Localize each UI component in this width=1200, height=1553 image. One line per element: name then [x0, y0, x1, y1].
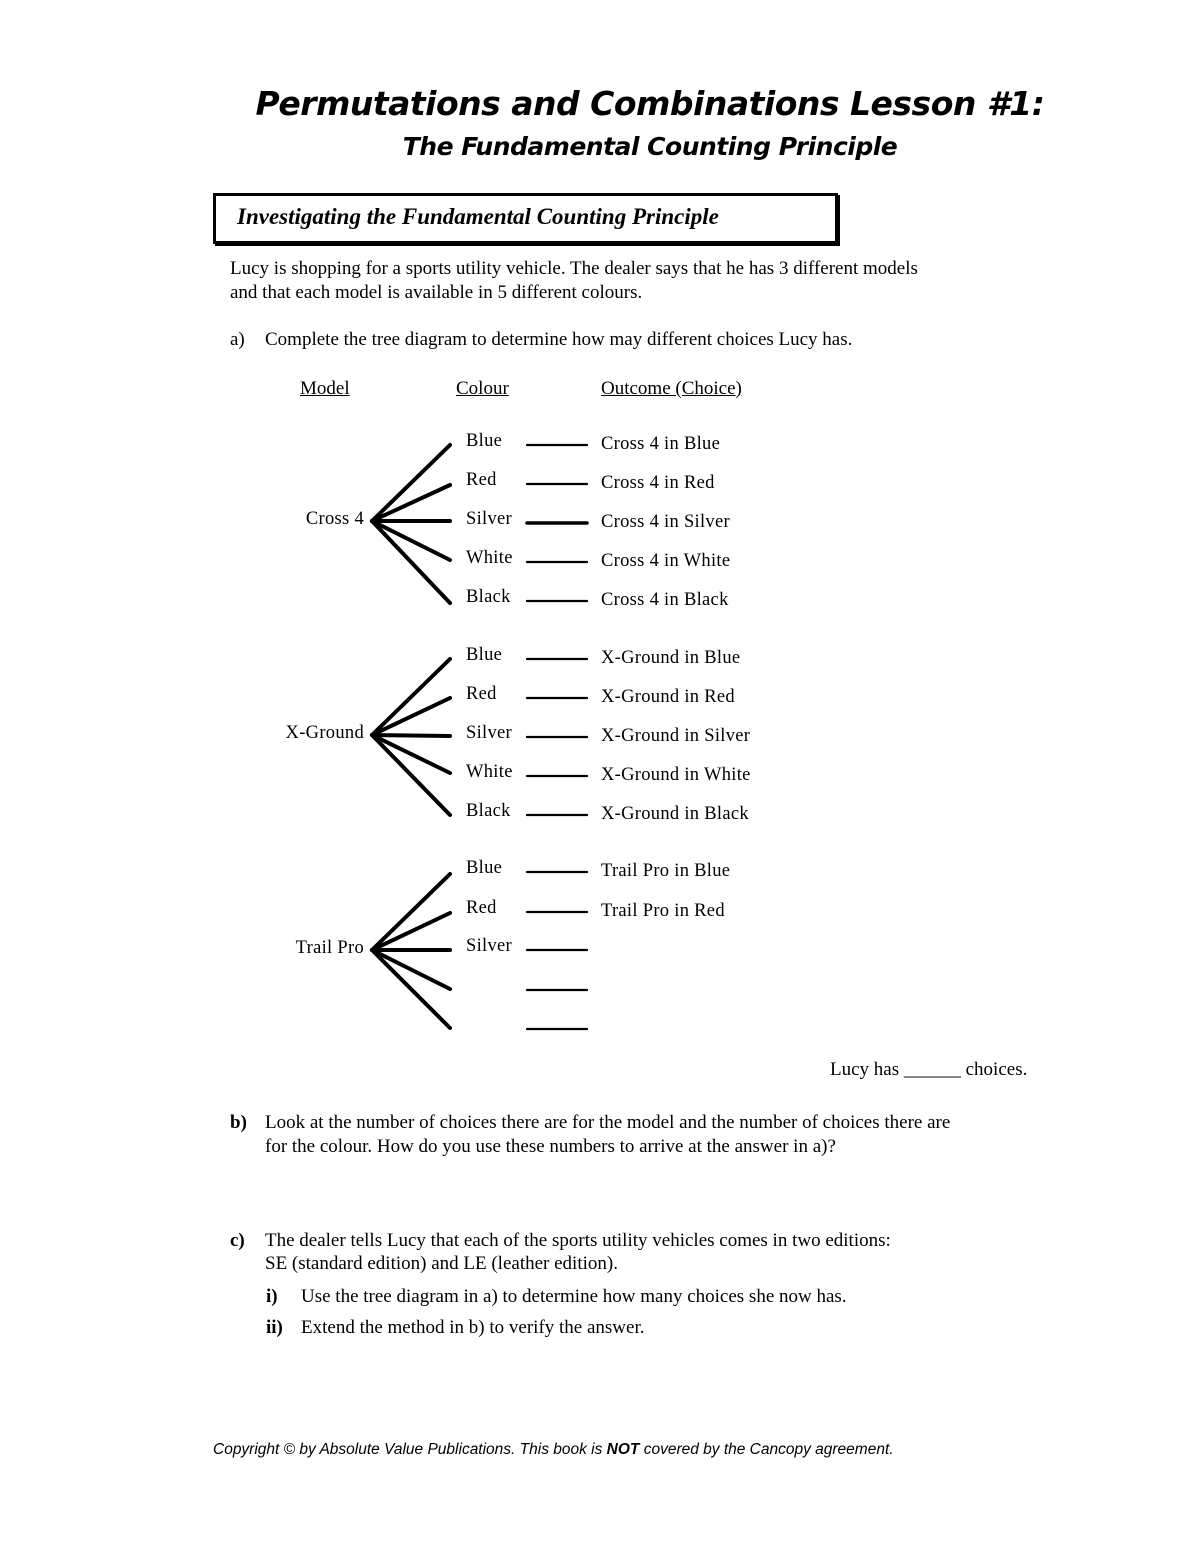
part-c-line-1: The dealer tells Lucy that each of the sports utility vehicles comes in two editions: — [265, 1230, 891, 1251]
page-title: Permutations and Combinations Lesson #1: — [255, 84, 1045, 123]
part-b-line-1: Look at the number of choices there are for the model and the number of choices there are — [265, 1112, 951, 1133]
outcome-label: Cross 4 in Silver — [601, 512, 730, 532]
part-b-line-2: for the colour. How do you use these numbers to arrive at the answer in a)? — [265, 1136, 836, 1157]
footer-text: Copyright © by Absolute Value Publications. This book is — [213, 1441, 607, 1458]
header-model: Model — [300, 378, 350, 399]
tree-branch — [372, 950, 450, 1028]
outcome-label: Cross 4 in Blue — [601, 434, 721, 454]
outcome-label: X-Ground in Red — [601, 687, 735, 707]
colour-label: Blue — [466, 431, 503, 451]
colour-label: Red — [466, 898, 497, 918]
section-heading: Investigating the Fundamental Counting Principle — [237, 204, 719, 229]
colour-label: Silver — [466, 723, 512, 743]
colour-label: White — [466, 762, 513, 782]
outcome-label: Cross 4 in Red — [601, 473, 715, 493]
outcome-label: Cross 4 in Black — [601, 590, 729, 610]
colour-label: Red — [466, 470, 497, 490]
part-c-i-text: Use the tree diagram in a) to determine how many choices she now has. — [301, 1286, 847, 1307]
outcome-label: X-Ground in Blue — [601, 648, 741, 668]
outcome-label: X-Ground in Silver — [601, 726, 751, 746]
part-c-ii-label: ii) — [266, 1317, 283, 1338]
page-subtitle: The Fundamental Counting Principle — [402, 132, 898, 161]
tree-branch — [372, 698, 450, 735]
colour-label: Black — [466, 587, 511, 607]
model-label: Cross 4 — [305, 509, 364, 529]
intro-line-1: Lucy is shopping for a sports utility vehicle. The dealer says that he has 3 different models — [230, 258, 918, 279]
colour-label: White — [466, 548, 513, 568]
outcome-label: Trail Pro in Red — [601, 901, 725, 921]
colour-label: Blue — [466, 858, 503, 878]
tree-branch — [372, 485, 450, 521]
tree-branch — [372, 874, 450, 950]
colour-label: Blue — [466, 645, 503, 665]
outcome-label: Cross 4 in White — [601, 551, 731, 571]
tree-branch — [372, 735, 450, 773]
colour-label: Silver — [466, 509, 512, 529]
part-c-i-label: i) — [266, 1286, 278, 1307]
header-outcome: Outcome (Choice) — [601, 378, 742, 399]
intro-line-2: and that each model is available in 5 different colours. — [230, 282, 643, 303]
part-c-line-2: SE (standard edition) and LE (leather edition). — [265, 1253, 618, 1274]
footer-text-end: covered by the Cancopy agreement. — [639, 1441, 894, 1458]
model-label: X-Ground — [285, 723, 364, 743]
tree-branch — [372, 735, 450, 736]
header-colour: Colour — [456, 378, 509, 399]
part-a-text: Complete the tree diagram to determine how may different choices Lucy has. — [265, 329, 853, 350]
footer-emphasis: NOT — [606, 1441, 640, 1458]
tree-branch — [372, 735, 450, 815]
part-c-label: c) — [230, 1230, 245, 1251]
tree-branch — [372, 445, 450, 521]
outcome-label: X-Ground in White — [601, 765, 751, 785]
part-a-label: a) — [230, 329, 245, 350]
part-c-ii-text: Extend the method in b) to verify the answer. — [301, 1317, 645, 1338]
model-label: Trail Pro — [295, 938, 364, 958]
outcome-label: X-Ground in Black — [601, 804, 749, 824]
colour-label: Red — [466, 684, 497, 704]
tree-branch — [372, 521, 450, 560]
tree-branch — [372, 913, 450, 950]
colour-label: Silver — [466, 936, 512, 956]
answer-line: Lucy has ______ choices. — [830, 1059, 1028, 1080]
tree-branch — [372, 950, 450, 989]
part-b-label: b) — [230, 1112, 247, 1133]
copyright-footer — [213, 1441, 894, 1459]
colour-label: Black — [466, 801, 511, 821]
tree-branch — [372, 659, 450, 735]
outcome-label: Trail Pro in Blue — [601, 861, 731, 881]
tree-branch — [372, 521, 450, 603]
